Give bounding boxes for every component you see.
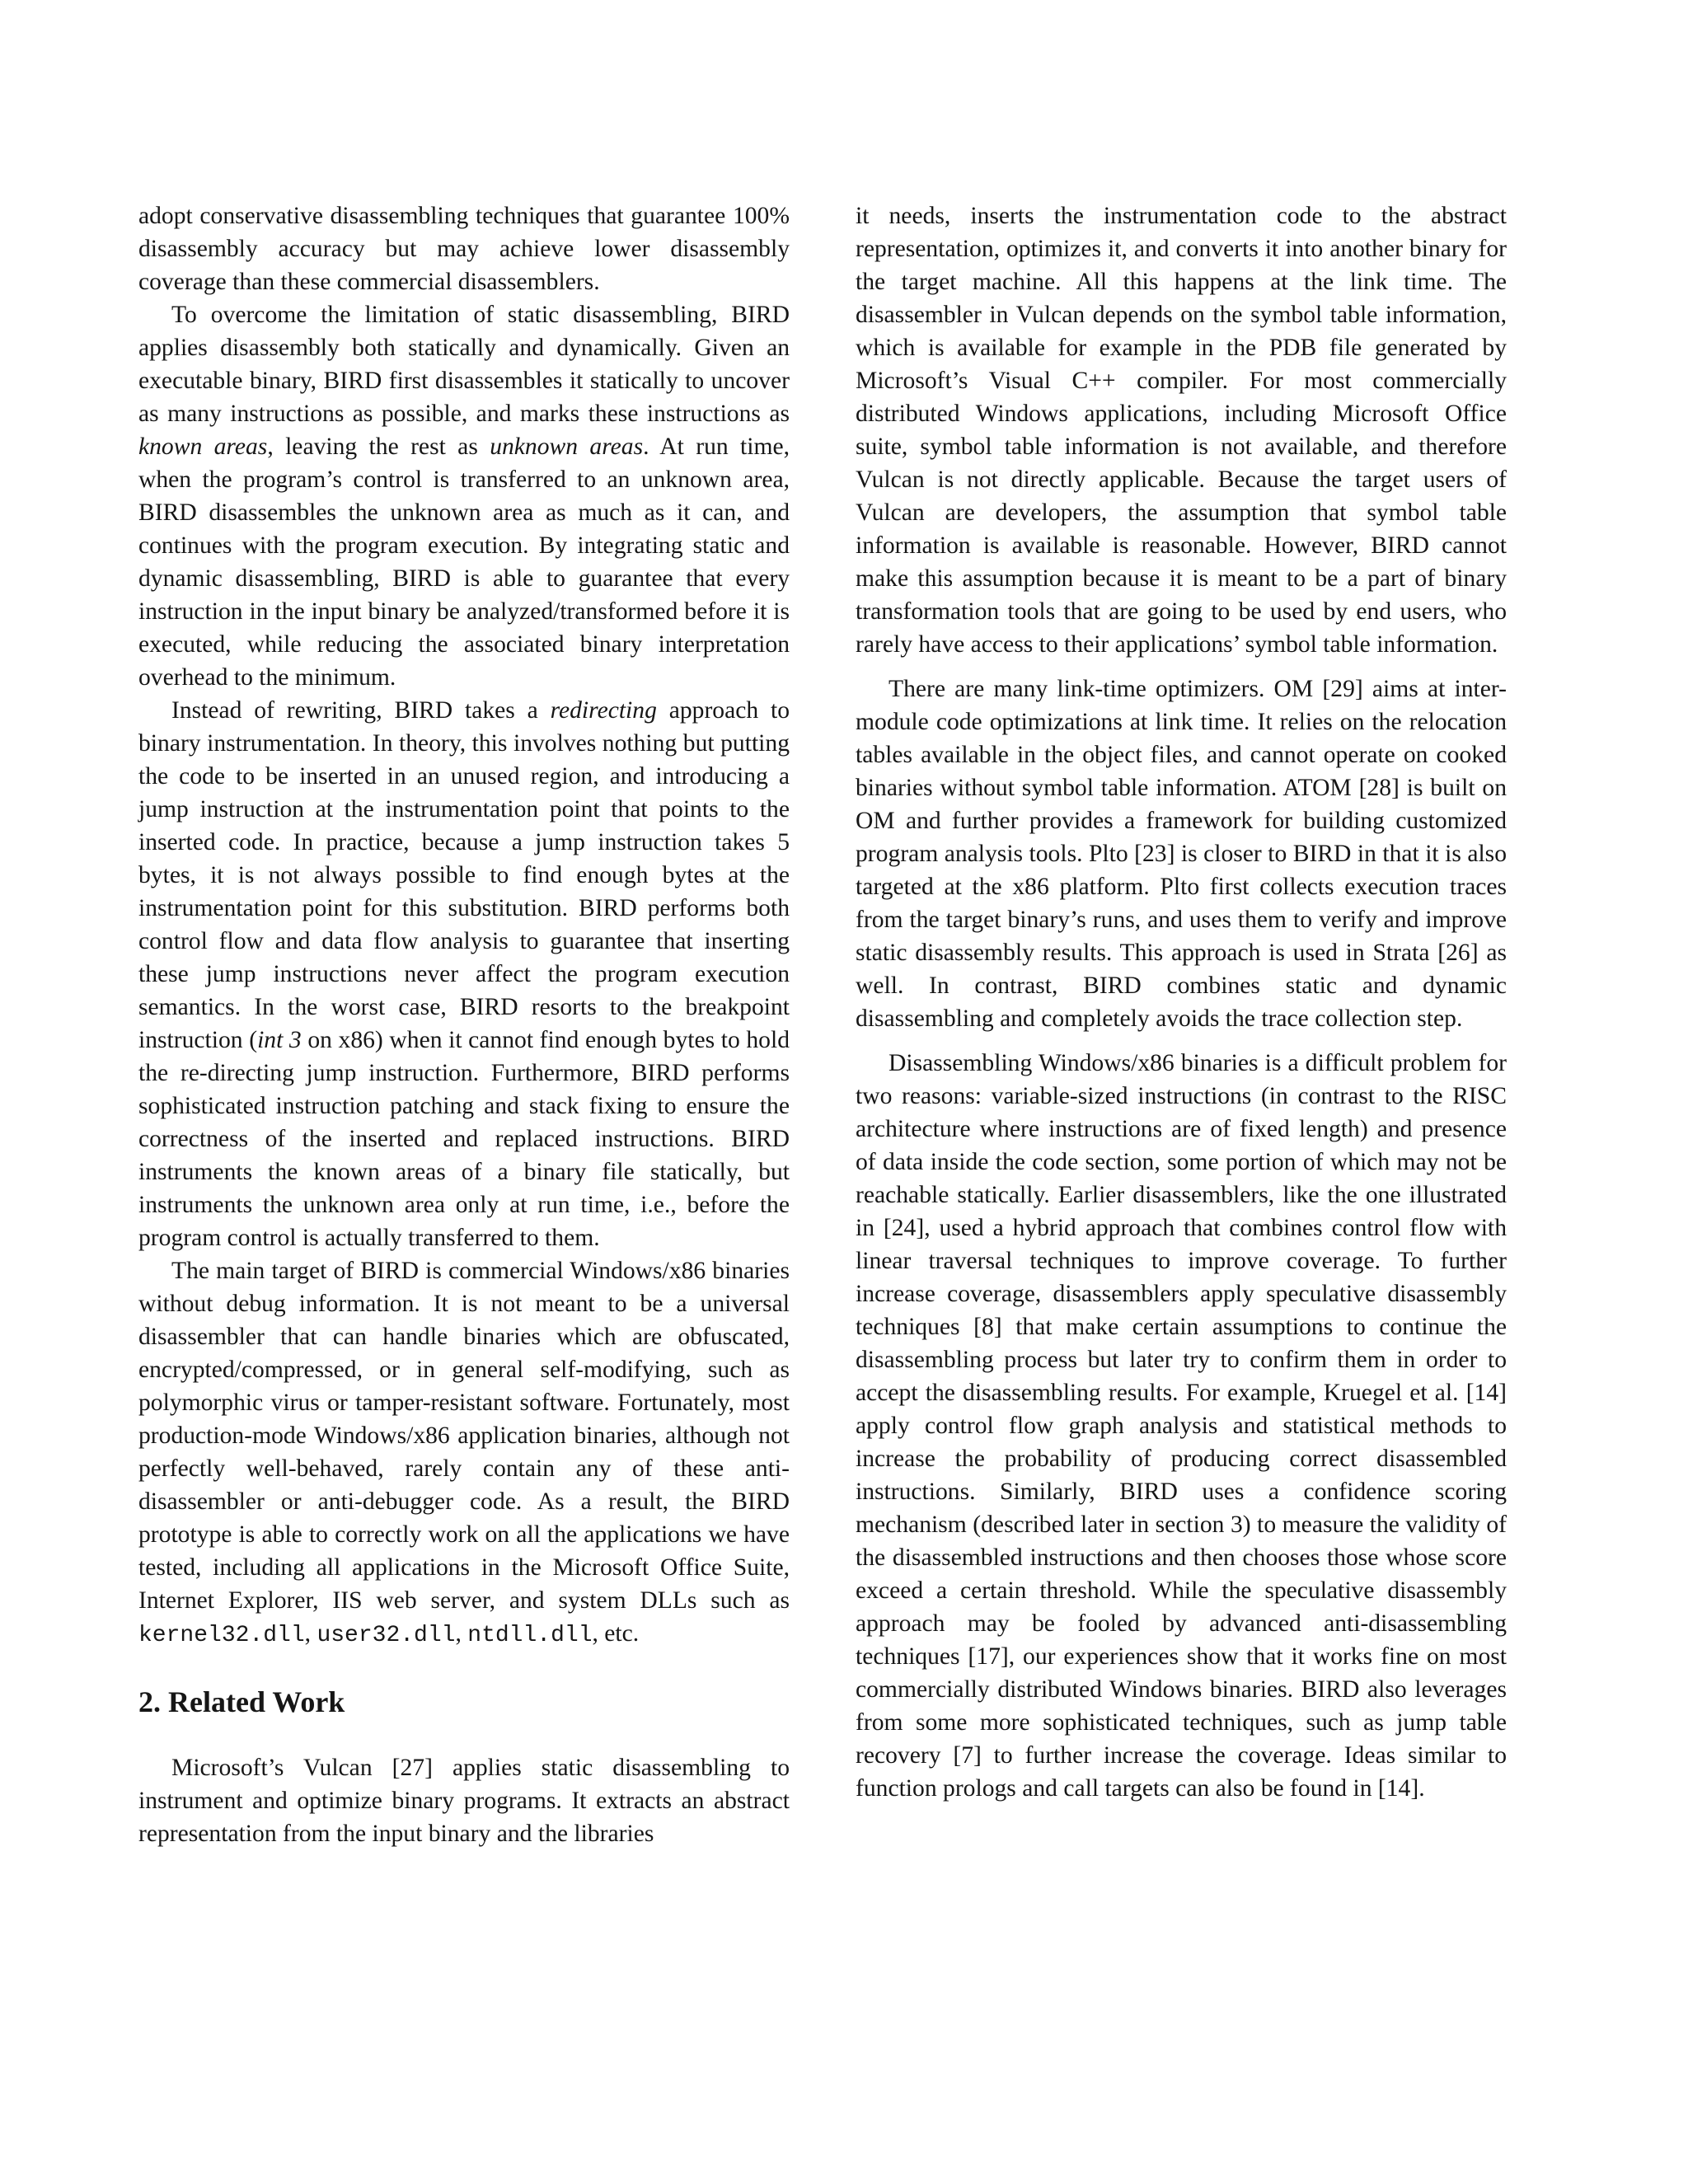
text-run: The main target of BIRD is commercial Windows/x86 binaries without debug information. It is not meant to be a universal disassembler that can handle binaries which are obfuscated, encrypted/compressed, or in general self-modifying, such as polymorphic virus or tamper-resistant software. Fortunately, most production-mode Windows/x86 application binaries, although not perfectly well-behaved, rarely contain any of these anti-disassembler or anti-debugger code. As a result, the BIRD prototype is able to correctly work on all the applications we have tested, including all applications in the Microsoft Office Suite, Internet Explorer, IIS web server, and system DLLs such as	[138, 1258, 790, 1614]
text-run: approach to binary instrumentation. In theory, this involves nothing but putting the code to be inserted in an unused region, and introducing a jump instruction at the instrumentation point that points to the inserted code. In practice, because a jump instruction takes 5 bytes, it is not always possible to find enough bytes at the instrumentation point for this substitution. BIRD performs both control flow and data flow analysis to guarantee that inserting these jump instructions never affect the program execution semantics. In the worst case, BIRD resorts to the breakpoint instruction (	[138, 697, 790, 1053]
code-kernel32: kernel32.dll	[138, 1623, 305, 1648]
right-column	[856, 199, 1507, 1805]
text-run: ,	[455, 1620, 468, 1647]
code-ntdll: ntdll.dll	[467, 1623, 593, 1648]
text-run: on x86) when it cannot find enough bytes to hold the re-directing jump instruction. Furthermore, BIRD performs sophisticated instruction patching and stack fixing to ensure the correctness of the inserted and replaced instructions. BIRD instruments the known areas of a binary file statically, but instruments the unknown area only at run time, i.e., before the program control is actually transferred to them.	[138, 1027, 790, 1251]
paragraph-link-time-optimizers: There are many link-time optimizers. OM [29] aims at inter-module code optimizations at link time. It relies on the relocation tables available in the object files, and cannot operate on cooked binaries without symbol table information. ATOM [28] is built on OM and further provides a framework for building customized program analysis tools. Plto [23] is closer to BIRD in that it is also targeted at the x86 platform. Plto first collects execution traces from the target binary’s runs, and uses them to verify and improve static disassembly results. This approach is used in Strata [26] as well. In contrast, BIRD combines static and dynamic disassembling and completely avoids the trace collection step.	[856, 676, 1507, 1032]
emphasis-known-areas: known areas	[138, 434, 268, 460]
text-run: . At run time, when the program’s control is transferred to an unknown area, BIRD disassembles the unknown area as much as it can, and continues with the program execution. By integrating static and dynamic disassembling, BIRD is able to guarantee that every instruction in the input binary be analyzed/transformed before it is executed, while reducing the associated binary interpretation overhead to the minimum.	[138, 434, 790, 691]
text-run: Instead of rewriting, BIRD takes a	[171, 697, 551, 724]
left-column	[138, 199, 790, 1850]
paragraph-static-dynamic-disassembly	[138, 298, 790, 694]
code-user32: user32.dll	[316, 1623, 456, 1648]
emphasis-unknown-areas: unknown areas	[490, 434, 644, 460]
text-run: To overcome the limitation of static disassembling, BIRD applies disassembly both statically and dynamically. Given an executable binary, BIRD first disassembles it statically to uncover as many instructions as possible, and marks these instructions as	[138, 302, 790, 427]
text-run: , leaving the rest as	[267, 434, 490, 460]
section-heading-related-work: 2. Related Work	[138, 1685, 345, 1718]
text-run: , etc.	[592, 1620, 640, 1647]
paragraph-disassembly-accuracy: adopt conservative disassembling techniques that guarantee 100% disassembly accuracy but may achieve lower disassembly coverage than these commercial disassemblers.	[138, 203, 790, 295]
paragraph-main-target	[138, 1254, 790, 1652]
text-run: ,	[304, 1620, 317, 1647]
paragraph-disassembling-windows: Disassembling Windows/x86 binaries is a difficult problem for two reasons: variable-sized instructions (in contrast to the RISC architecture where instructions are of fixed length) and presence of data inside the code section, some portion of which may not be reachable statically. Earlier disassemblers, like the one illustrated in [24], used a hybrid approach that combines control flow with linear traversal techniques to improve coverage. To further increase coverage, disassemblers apply speculative disassembly techniques [8] that make certain assumptions to continue the disassembling process but later try to confirm them in order to accept the disassembling results. For example, Kruegel et al. [14] apply control flow graph analysis and statistical methods to increase the probability of producing correct disassembled instructions. Similarly, BIRD uses a confidence scoring mechanism (described later in section 3) to measure the validity of the disassembled instructions and then chooses those whose score exceed a certain threshold. While the speculative disassembly approach may be fooled by advanced anti-disassembling techniques [17], our experiences show that it works fine on most commercially distributed Windows binaries. BIRD also leverages from some more sophisticated techniques, such as jump table recovery [7] to further increase the coverage. Ideas similar to function prologs and call targets can also be found in [14].	[856, 1050, 1507, 1802]
emphasis-redirecting: redirecting	[550, 697, 657, 724]
paragraph-redirecting-approach	[138, 694, 790, 1254]
emphasis-int3: int 3	[257, 1027, 302, 1053]
paragraph-vulcan: Microsoft’s Vulcan [27] applies static disassembling to instrument and optimize binary programs. It extracts an abstract representation from the input binary and the libraries	[138, 1755, 790, 1847]
paragraph-vulcan-continued: it needs, inserts the instrumentation code to the abstract representation, optimizes it, and converts it into another binary for the target machine. All this happens at the link time. The disassembler in Vulcan depends on the symbol table information, which is available for example in the PDB file generated by Microsoft’s Visual C++ compiler. For most commercially distributed Windows applications, including Microsoft Office suite, symbol table information is not available, and therefore Vulcan is not directly applicable. Because the target users of Vulcan are developers, the assumption that symbol table information is available is reasonable. However, BIRD cannot make this assumption because it is meant to be a part of binary transformation tools that are going to be used by end users, who rarely have access to their applications’ symbol table information.	[856, 203, 1507, 658]
